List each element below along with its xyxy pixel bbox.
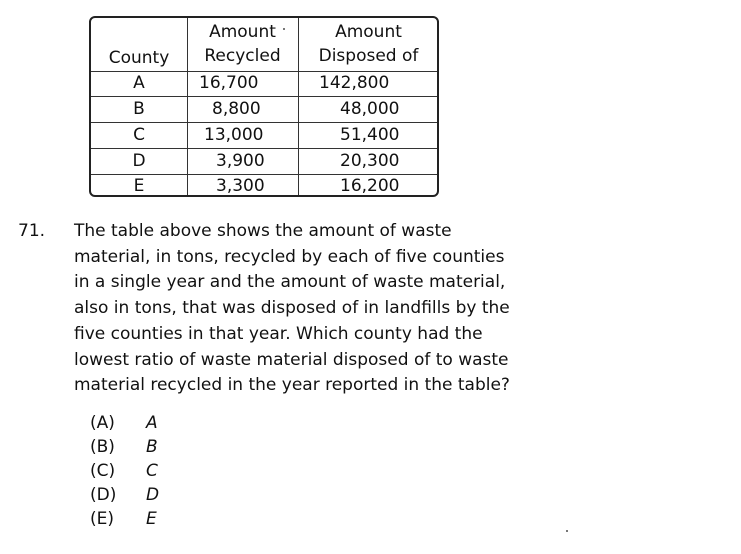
choice-letter: (E) [90, 509, 115, 529]
choice-letter: (C) [90, 461, 116, 481]
scan-speck [283, 28, 285, 30]
choice-letter: (A) [90, 413, 115, 433]
question-number: 71. [18, 221, 46, 241]
row-divider [91, 148, 437, 149]
cell-county: B [133, 99, 145, 119]
scan-speck [566, 530, 568, 532]
cell-disposed: 142,800 [319, 73, 390, 93]
question-line: lowest ratio of waste material disposed of to waste [74, 349, 509, 370]
row-divider [91, 122, 437, 123]
cell-county: A [133, 73, 145, 93]
question-line: also in tons, that was disposed of in landfills by the [74, 298, 510, 319]
cell-disposed: 16,200 [340, 176, 400, 196]
choice-value: C [146, 461, 158, 481]
cell-county: E [133, 176, 145, 196]
choice-value: B [146, 437, 158, 457]
waste-data-table [89, 16, 439, 197]
header-disposed-line1: Amount [335, 22, 402, 42]
question-line: The table above shows the amount of waste [74, 221, 452, 241]
question-line: material, in tons, recycled by each of five counties [74, 246, 505, 267]
cell-disposed: 48,000 [340, 99, 400, 119]
cell-county: C [133, 125, 145, 145]
cell-recycled: 3,900 [216, 151, 265, 171]
header-county: County [108, 48, 170, 68]
choice-value: A [146, 413, 158, 433]
cell-recycled: 13,000 [204, 125, 264, 145]
header-recycled-line2: Recycled [204, 46, 281, 66]
question-line: in a single year and the amount of waste material, [74, 272, 506, 293]
header-disposed-line2: Disposed of [318, 46, 419, 66]
choice-letter: (B) [90, 437, 115, 457]
cell-disposed: 20,300 [340, 151, 400, 171]
cell-recycled: 16,700 [199, 73, 259, 93]
choice-value: D [146, 485, 160, 505]
row-divider [91, 96, 437, 97]
cell-disposed: 51,400 [340, 125, 400, 145]
cell-recycled: 8,800 [212, 99, 261, 119]
cell-recycled: 3,300 [216, 176, 265, 196]
choice-letter: (D) [90, 485, 117, 505]
question-text [74, 219, 524, 399]
choice-value: E [146, 509, 157, 529]
question-line: five counties in that year. Which county had the [74, 323, 483, 344]
header-recycled-line1: Amount [209, 22, 276, 42]
cell-county: D [132, 151, 146, 171]
question-line: material recycled in the year reported in the table? [74, 375, 510, 396]
